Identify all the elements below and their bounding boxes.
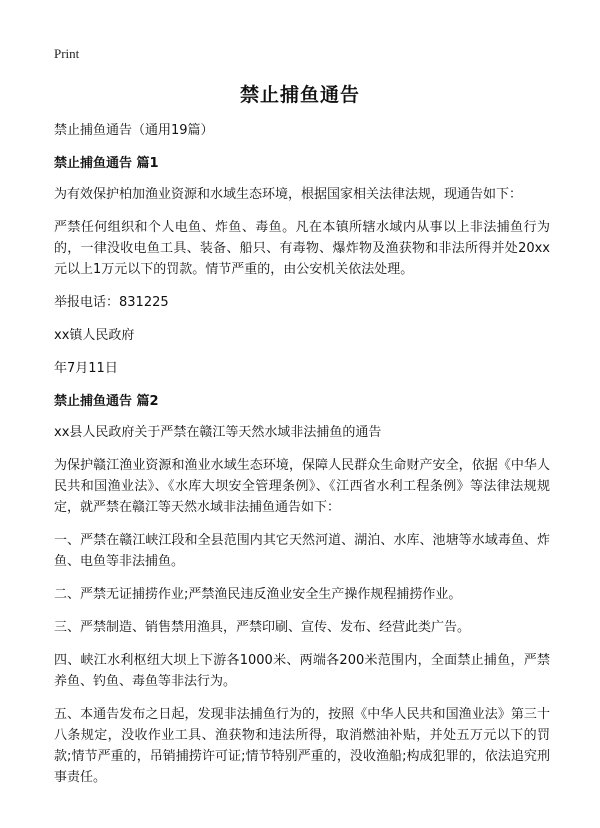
section-heading-1: 禁止捕鱼通告 篇1 [54,156,159,171]
issue-date: 年7月11日 [54,361,118,376]
paragraph: 四、峡江水利枢纽大坝上下游各1000米、两端各200米范围内，全面禁止捕鱼，严禁养鱼、钓鱼、毒鱼等非法行为。 [54,653,550,689]
report-phone: 举报电话：831225 [54,295,169,310]
print-link[interactable]: Print [54,46,80,61]
paragraph: 严禁任何组织和个人电鱼、炸鱼、毒鱼。凡在本镇所辖水域内从事以上非法捕鱼行为的，一律没收电鱼工具、装备、船只、有毒物、爆炸物及渔获物和非法所得并处20xx元以上1万元以下的罚款。情节严重的，由公安机关依法处理。 [54,220,550,277]
paragraph: 五、本通告发布之日起，发现非法捕鱼行为的，按照《中华人民共和国渔业法》第三十八条规定，没收作业工具、渔获物和违法所得，取消燃油补贴，并处五万元以下的罚款;情节严重的，吊销捕捞许可证;情节特别严重的，没收渔船;构成犯罪的，依法追究刑事责任。 [54,707,550,785]
paragraph: 二、严禁无证捕捞作业;严禁渔民违反渔业安全生产操作规程捕捞作业。 [54,587,462,602]
document-subtitle: 禁止捕鱼通告（通用19篇） [54,123,214,138]
paragraph: 一、严禁在赣江峡江段和全县范围内其它天然河道、湖泊、水库、池塘等水域毒鱼、炸鱼、电鱼等非法捕鱼。 [54,533,550,569]
document-body [54,120,550,800]
issuer: xx镇人民政府 [54,328,135,343]
paragraph: 为有效保护柏加渔业资源和水域生态环境，根据国家相关法律法规，现通告如下： [54,187,523,202]
paragraph: xx县人民政府关于严禁在赣江等天然水域非法捕鱼的通告 [54,425,382,440]
paragraph: 三、严禁制造、销售禁用渔具，严禁印刷、宣传、发布、经营此类广告。 [54,620,471,635]
section-heading-2: 禁止捕鱼通告 篇2 [54,394,159,409]
paragraph: 为保护赣江渔业资源和渔业水域生态环境，保障人民群众生命财产安全，依据《中华人民共和国渔业法》、《水库大坝安全管理条例》、《江西省水利工程条例》等法律法规规定，就严禁在赣江等天然水域非法捕鱼通告如下： [54,458,550,515]
page-title: 禁止捕鱼通告 [239,84,360,106]
